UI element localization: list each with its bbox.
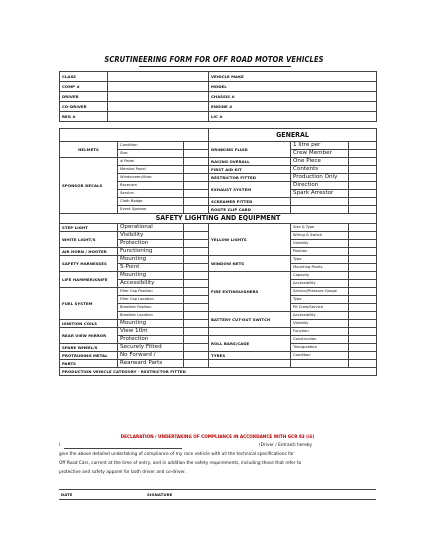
- fuel-breather-position: Breather Position: [118, 304, 184, 312]
- check-cell[interactable]: [184, 296, 209, 304]
- lic-number-label: LIC #: [209, 112, 377, 122]
- check-cell[interactable]: [184, 264, 209, 272]
- hammer-accessibility: Accessibility: [118, 280, 184, 288]
- battery-accessibility: Accessibility: [291, 312, 349, 320]
- extinguisher-pit-crew: Pit Crew/Service: [291, 304, 349, 312]
- check-cell[interactable]: [349, 264, 377, 272]
- table-row: [60, 158, 377, 166]
- declaration-text-line: give the above detailed undertaking of compliance of my race vehicle with all the technical specifications for: [59, 452, 295, 457]
- racing-overall-value: One Piece: [291, 158, 349, 166]
- check-cell[interactable]: [184, 272, 209, 280]
- harness-mounting: Mounting: [118, 256, 184, 264]
- table-row: [60, 328, 377, 336]
- check-cell[interactable]: [349, 288, 377, 296]
- check-cell[interactable]: [349, 232, 377, 240]
- table-row: [60, 92, 377, 102]
- check-cell[interactable]: [349, 344, 377, 352]
- check-cell[interactable]: [184, 158, 209, 166]
- first-aid-kit-label: FIRST AID KIT: [209, 166, 291, 174]
- yellow-item: Size & Type: [291, 224, 349, 232]
- check-cell[interactable]: [349, 166, 377, 174]
- check-cell[interactable]: [184, 142, 209, 150]
- air-horn-label: AIR HORN / HOOTER: [60, 248, 118, 256]
- yellow-item: Visibility: [291, 240, 349, 248]
- helmet-condition: Condition: [118, 142, 184, 150]
- roll-bars-label: ROLL BARS/CAGE: [209, 336, 291, 352]
- extinguisher-service-gauge: Service/Pressure Gauge: [291, 288, 349, 296]
- entrant-name-field[interactable]: [64, 443, 182, 449]
- window-nets-label: WINDOW NETS: [209, 256, 291, 272]
- exhaust-spark-arrestor: Spark Arrestor: [291, 190, 349, 198]
- check-cell[interactable]: [184, 312, 209, 320]
- decal-item: Windscreen/Visor: [118, 174, 184, 182]
- check-cell[interactable]: [184, 344, 209, 352]
- white-lights-label: WHITE LIGHT/S: [60, 232, 118, 248]
- vehicle-make-label: VEHICLE MAKE: [209, 72, 377, 82]
- check-cell[interactable]: [349, 150, 377, 158]
- declaration-hereby: (Driver / Entrant) hereby: [259, 443, 313, 448]
- check-cell[interactable]: [184, 174, 209, 182]
- check-cell[interactable]: [349, 224, 377, 232]
- ignition-mounting: Mounting: [118, 320, 184, 328]
- window-net-type: Type: [291, 256, 349, 264]
- table-row: [60, 256, 377, 264]
- declaration-text-line: protective and safety apparel for both driver and co-driver.: [59, 470, 186, 475]
- signature-label: SIGNATURE: [147, 492, 173, 497]
- air-horn-functioning: Functioning: [118, 248, 184, 256]
- driver-field[interactable]: [108, 92, 209, 102]
- roll-function: Function: [291, 328, 349, 336]
- first-aid-kit-value: Contents: [291, 166, 349, 174]
- date-signature-row: [59, 489, 376, 500]
- helmets-label: HELMETS: [60, 142, 118, 158]
- rearward-parts: Rearward Parts: [118, 360, 184, 368]
- protruding-metal-label: PROTRUDING METAL: [60, 352, 118, 360]
- check-cell[interactable]: [184, 256, 209, 264]
- table-row: [60, 129, 377, 142]
- check-cell[interactable]: [184, 224, 209, 232]
- drinking-fluid-label: DRINKING FLUID: [209, 142, 291, 158]
- general-header: GENERAL: [209, 129, 377, 142]
- check-cell[interactable]: [349, 352, 377, 360]
- check-cell[interactable]: [349, 142, 377, 150]
- screamer-fitted-label: SCREAMER FITTED: [209, 198, 291, 206]
- declaration-text-line: Off Road Cars, current at the time of entry, and in addition the safety requirements, including those that refer to: [59, 461, 302, 466]
- ignition-coils-label: IGNITION COILS: [60, 320, 118, 328]
- table-row: [60, 142, 377, 150]
- check-cell[interactable]: [349, 190, 377, 198]
- check-cell[interactable]: [349, 198, 377, 206]
- vehicle-identification-table: [59, 71, 377, 122]
- check-cell[interactable]: [349, 272, 377, 280]
- check-cell[interactable]: [349, 336, 377, 344]
- spare-wheels-label: SPARE WHEEL/S: [60, 344, 118, 352]
- check-cell[interactable]: [184, 190, 209, 198]
- co-driver-label: CO-DRIVER: [60, 102, 108, 112]
- decal-item: Service: [118, 190, 184, 198]
- check-cell[interactable]: [349, 158, 377, 166]
- comp-number-field[interactable]: [108, 82, 209, 92]
- check-cell[interactable]: [184, 166, 209, 174]
- table-row: [60, 224, 377, 232]
- check-cell[interactable]: [184, 320, 209, 328]
- check-cell[interactable]: [349, 360, 377, 368]
- table-row: [60, 82, 377, 92]
- check-cell[interactable]: [349, 248, 377, 256]
- check-cell[interactable]: [184, 182, 209, 190]
- yellow-lights-label: YELLOW LIGHTS: [209, 224, 291, 256]
- fuel-system-label: FUEL SYSTEM: [60, 288, 118, 320]
- tyres-condition: Condition: [291, 352, 349, 360]
- life-hammer-label: LIFE HAMMER/KNIFE: [60, 272, 118, 288]
- check-cell[interactable]: [184, 150, 209, 158]
- fuel-breather-location: Breather Location: [118, 312, 184, 320]
- check-cell[interactable]: [349, 174, 377, 182]
- extinguisher-accessibility: Accessibility: [291, 280, 349, 288]
- check-cell[interactable]: [184, 198, 209, 206]
- check-cell[interactable]: [184, 336, 209, 344]
- table-row: [60, 272, 377, 280]
- declaration-i: I: [59, 443, 61, 448]
- fuel-filler-cap-position: Filler Cap Position: [118, 288, 184, 296]
- check-cell[interactable]: [184, 304, 209, 312]
- table-row: [60, 368, 377, 376]
- helmet-size: Size: [118, 150, 184, 158]
- roll-construction: Construction: [291, 336, 349, 344]
- table-row: [60, 102, 377, 112]
- check-cell[interactable]: [184, 352, 209, 360]
- check-cell[interactable]: [184, 280, 209, 288]
- drinking-value-1: 1 litre per: [291, 142, 349, 150]
- tyres-label: TYRES: [209, 352, 291, 360]
- spare-securely-fitted: Securely Fitted: [118, 344, 184, 352]
- check-cell[interactable]: [349, 182, 377, 190]
- table-row: [60, 214, 377, 224]
- declaration-heading: DECLARATION / UNDERTAKING OF COMPLIANCE IN ACCORDANCE WITH GCR 93 (iii): [120, 434, 315, 439]
- fire-extinguishers-label: FIRE EXTINGUISHERS: [209, 272, 291, 312]
- decal-item: # Panel: [118, 158, 184, 166]
- check-cell[interactable]: [184, 206, 209, 214]
- step-light-operational: Operational: [118, 224, 184, 232]
- reg-number-label: REG #: [60, 112, 108, 122]
- mirror-protection: Protection: [118, 336, 184, 344]
- yellow-item: Wiring & Switch: [291, 232, 349, 240]
- check-cell[interactable]: [349, 312, 377, 320]
- class-field[interactable]: [108, 72, 209, 82]
- fuel-filler-cap-location: Filler Cap Location: [118, 296, 184, 304]
- check-cell[interactable]: [349, 206, 377, 214]
- check-cell[interactable]: [349, 304, 377, 312]
- table-row: [60, 112, 377, 122]
- racing-overall-label: RACING OVERALL: [209, 158, 291, 166]
- yellow-item: Position: [291, 248, 349, 256]
- date-field[interactable]: [79, 491, 139, 498]
- check-cell[interactable]: [184, 288, 209, 296]
- check-cell[interactable]: [349, 296, 377, 304]
- check-cell[interactable]: [184, 232, 209, 240]
- route-clip-card-label: ROUTE CLIP CARD: [209, 206, 291, 214]
- white-lights-visibility: Visibility: [118, 232, 184, 240]
- harness-5-point: 5-Point: [118, 264, 184, 272]
- step-light-label: STEP LIGHT: [60, 224, 118, 232]
- decal-item: Marshal Panel: [118, 166, 184, 174]
- comp-number-label: COMP #: [60, 82, 108, 92]
- declaration-section: [59, 433, 376, 497]
- restrictor-value: Production Only: [291, 174, 349, 182]
- class-label: CLASS: [60, 72, 108, 82]
- inspection-table: [59, 128, 377, 376]
- decal-item: Racecom: [118, 182, 184, 190]
- roll-triangulation: Triangulation: [291, 344, 349, 352]
- drinking-value-2: Crew Member: [291, 150, 349, 158]
- check-cell[interactable]: [349, 256, 377, 264]
- extinguisher-type: Type: [291, 296, 349, 304]
- production-category-label: PRODUCTION VEHICLE CATEGORY - RESTRICTOR FITTED: [60, 368, 377, 376]
- check-cell[interactable]: [349, 240, 377, 248]
- table-row: [60, 352, 377, 360]
- table-row: [60, 360, 377, 368]
- white-lights-protection: Protection: [118, 240, 184, 248]
- decal-item: Cloth Badge: [118, 198, 184, 206]
- title-underline: [139, 66, 291, 67]
- engine-number-label: ENGINE #: [209, 102, 377, 112]
- check-cell[interactable]: [184, 248, 209, 256]
- chassis-number-label: CHASSIS #: [209, 92, 377, 102]
- battery-visibility: Visibility: [291, 320, 349, 328]
- sponsor-decals-label: SPONSOR DECALS: [60, 158, 118, 214]
- check-cell[interactable]: [184, 328, 209, 336]
- date-label: DATE: [61, 492, 73, 497]
- restrictor-fitted-label: RESTRICTOR FITTED: [209, 174, 291, 182]
- check-cell[interactable]: [184, 360, 209, 368]
- decal-item: Event Sponsor: [118, 206, 184, 214]
- signature-field[interactable]: [187, 491, 372, 498]
- check-cell[interactable]: [349, 280, 377, 288]
- rear-view-mirror-label: REAR VIEW MIRROR: [60, 328, 118, 344]
- check-cell[interactable]: [349, 328, 377, 336]
- form-title: SCRUTINEERING FORM FOR OFF ROAD MOTOR VEHICLES: [104, 55, 324, 64]
- mirror-view: View 10m: [118, 328, 184, 336]
- check-cell[interactable]: [349, 320, 377, 328]
- driver-label: DRIVER: [60, 92, 108, 102]
- table-row: [60, 72, 377, 82]
- window-net-mounting-points: Mounting Points: [291, 264, 349, 272]
- reg-number-field[interactable]: [108, 112, 209, 122]
- safety-header: SAFETY LIGHTING AND EQUIPMENT: [60, 214, 377, 224]
- co-driver-field[interactable]: [108, 102, 209, 112]
- exhaust-direction: Direction: [291, 182, 349, 190]
- exhaust-system-label: EXHAUST SYSTEM: [209, 182, 291, 198]
- hammer-mounting: Mounting: [118, 272, 184, 280]
- extinguisher-capacity: Capacity: [291, 272, 349, 280]
- check-cell[interactable]: [184, 240, 209, 248]
- metal-no-forward: No Forward /: [118, 352, 184, 360]
- model-label: MODEL: [209, 82, 377, 92]
- battery-cutout-label: BATTERY CUT-OUT SWITCH: [209, 312, 291, 328]
- safety-harnesses-label: SAFETY HARNESSES: [60, 256, 118, 272]
- parts-label: PARTS: [60, 360, 118, 368]
